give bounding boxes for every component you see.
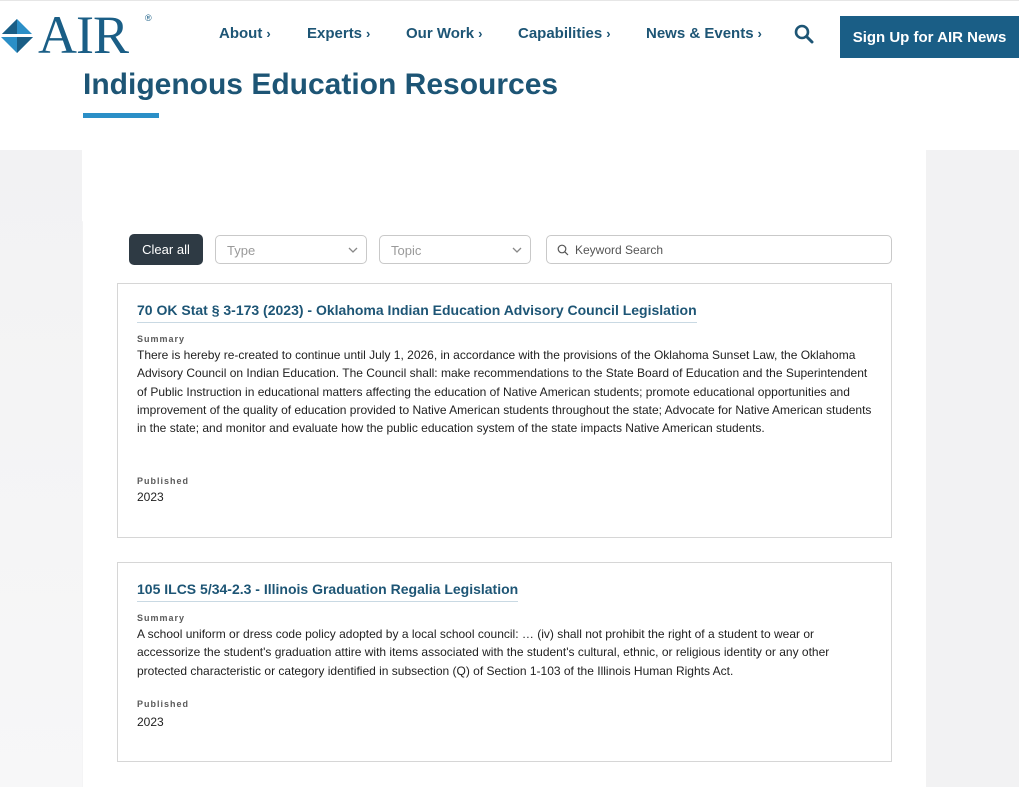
published-year: 2023 [137, 490, 164, 504]
nav-item-label: Our Work [406, 25, 475, 42]
nav-item-our-work[interactable] [406, 25, 482, 42]
diamond-logo-icon [0, 15, 36, 57]
nav-item-capabilities[interactable] [518, 25, 611, 42]
page-title: Indigenous Education Resources [83, 68, 559, 101]
chevron-right-icon: › [757, 26, 762, 41]
chevron-right-icon: › [366, 26, 371, 41]
result-summary: A school uniform or dress code policy adopted by a local school council: … (iv) shall not prohibit the right of a student to wear or accessorize the student's graduation attire with items associated with the student's cultural, ethnic, or religious identity or any other protected characteristic or category identified in subsection (Q) of Section 1-103 of the Illinois Human Rights Act. [137, 627, 830, 678]
nav-item-about[interactable] [219, 25, 271, 42]
chevron-right-icon: › [478, 26, 483, 41]
nav-item-label: Experts [307, 25, 363, 42]
page-background-right [926, 150, 1019, 787]
result-card [117, 562, 892, 762]
nav-item-experts[interactable] [307, 25, 370, 42]
summary-label: Summary [137, 613, 186, 623]
result-card [117, 283, 892, 538]
nav-item-label: News & Events [646, 25, 754, 42]
page-background-left [0, 150, 82, 787]
published-label: Published [137, 476, 190, 486]
chevron-down-icon [512, 245, 522, 255]
nav-item-news-events[interactable] [646, 25, 762, 42]
search-icon [557, 244, 569, 256]
site-header [0, 0, 1019, 66]
result-title-link[interactable]: 70 OK Stat § 3-173 (2023) - Oklahoma Indian Education Advisory Council Legislation [137, 302, 697, 323]
published-label: Published [137, 699, 190, 709]
published-year: 2023 [137, 715, 164, 729]
clear-all-button[interactable]: Clear all [129, 234, 203, 265]
nav-item-label: Capabilities [518, 25, 603, 42]
type-select-placeholder: Type [227, 243, 256, 258]
sign-up-news-button[interactable]: Sign Up for AIR News [840, 16, 1019, 58]
logo-wordmark: AIR [38, 5, 128, 65]
topic-select-placeholder: Topic [391, 243, 422, 258]
chevron-right-icon: › [266, 26, 271, 41]
keyword-search-input[interactable] [575, 240, 875, 260]
nav-item-label: About [219, 25, 263, 42]
result-title-link[interactable]: 105 ILCS 5/34-2.3 - Illinois Graduation Regalia Legislation [137, 581, 518, 602]
keyword-search-box[interactable] [546, 235, 892, 264]
registered-mark: ® [145, 13, 152, 23]
air-logo[interactable] [0, 5, 160, 65]
type-select[interactable] [215, 235, 367, 264]
summary-label: Summary [137, 334, 186, 344]
chevron-right-icon: › [606, 26, 611, 41]
search-icon[interactable] [794, 24, 814, 44]
title-underline [83, 113, 159, 118]
result-summary: There is hereby re-created to continue until July 1, 2026, in accordance with the provisions of the Oklahoma Sunset Law, the Oklahoma Advisory Council on Indian Education. The Council shall: make recommendations to the State Board of Education and the Superintendent of Public Instruction in educational matters affecting the education of Native American students; promote educational opportunities and improvement of the quality of education provided to Native American students throughout the state; Advocate for Native American students in the state; and monitor and evaluate how the public education system of the state impacts Native American students. [137, 348, 872, 436]
topic-select[interactable] [379, 235, 531, 264]
chevron-down-icon [348, 245, 358, 255]
